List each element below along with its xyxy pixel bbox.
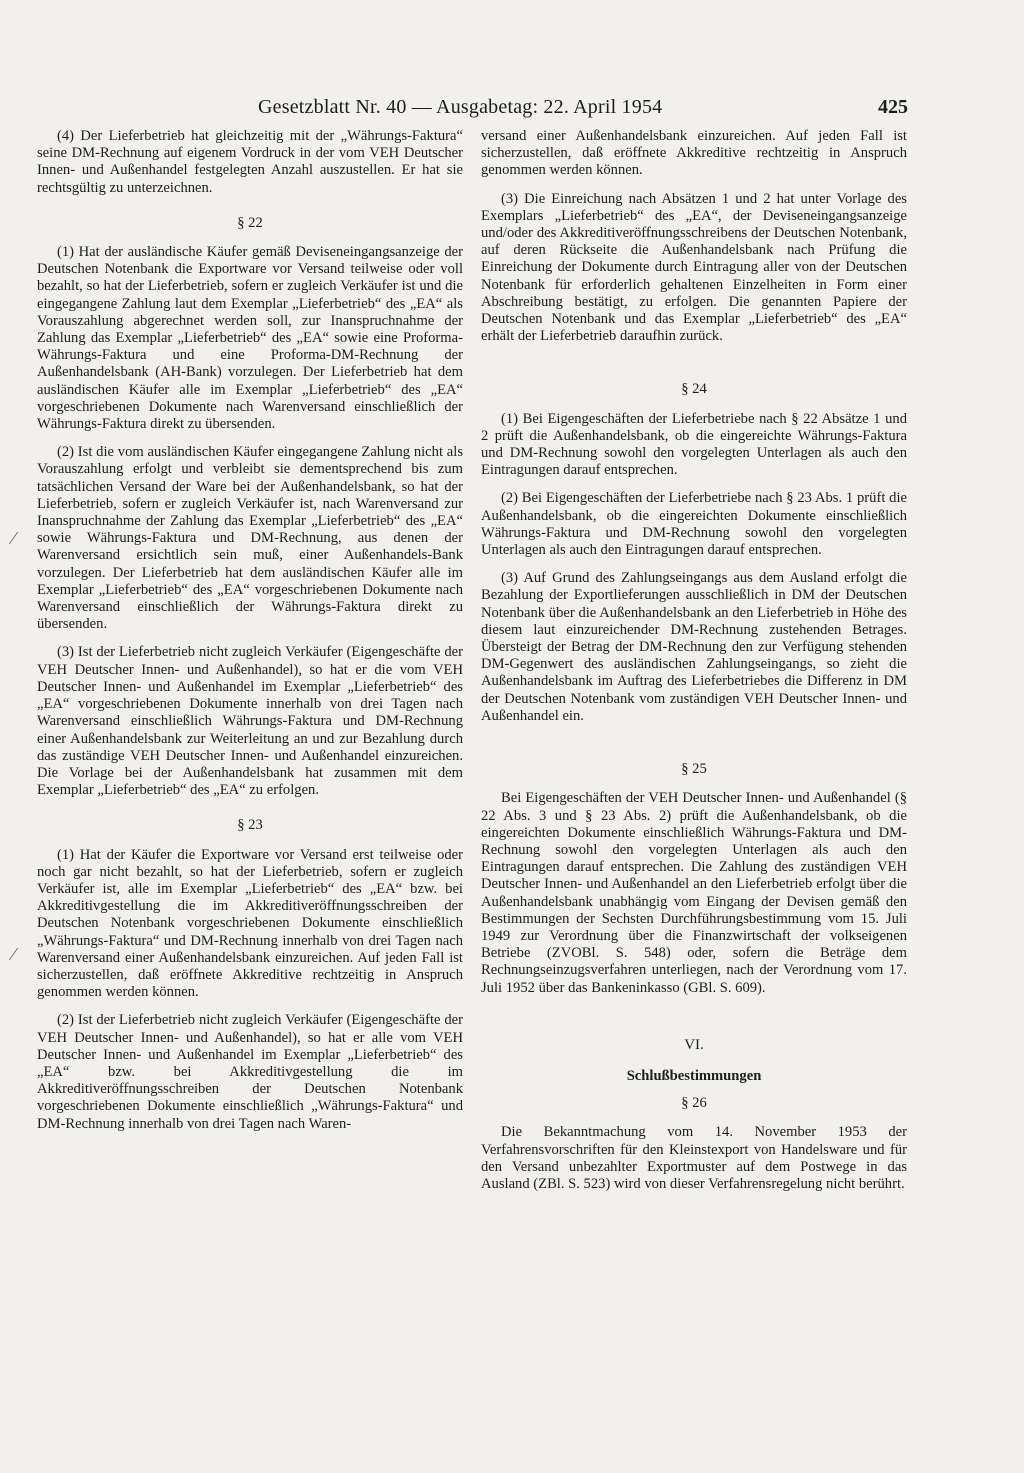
paragraph-24-2: (2) Bei Eigengeschäften der Lieferbetriebe nach § 23 Abs. 1 prüft die Außenhandelsbank, ob die eingereichten Dokumente einschließlich Währungs-Faktura und DM-Rechnung sowohl den vorgelegten Unterlagen als auch den Eintragungen darauf entsprechen. — [481, 490, 907, 559]
part-heading: Schlußbestimmungen — [626, 1067, 762, 1084]
paragraph-22-1: (1) Hat der ausländische Käufer gemäß Deviseneingangsanzeige der Deutschen Notenbank die Exportware vor Versand teilweise oder voll bezahlt, so hat der Lieferbetrieb, sofern er zugleich Verkäufer ist und die eingegangene Zahlung laut dem Exemplar „Lieferbetrieb“ des „EA“ als Vorauszahlung abgerechnet werden soll, zur Inanspruchnahme der Zahlung das Exemplar „Lieferbetrieb“ des „EA“ sowie eine Proforma-Währungs-Faktura und eine Proforma-DM-Rechnung der Außenhandelsbank (AH-Bank) vorzulegen. Der Lieferbetrieb hat dem ausländischen Käufer alle im Exemplar „Lieferbetrieb“ des „EA“ vorgeschriebenen Dokumente nach Warenversand einschließlich der Währungs-Faktura direkt zu übersenden. — [37, 244, 463, 433]
paragraph-22-2: (2) Ist die vom ausländischen Käufer eingegangene Zahlung nicht als Vorauszahlung erfolgt und verbleibt sie dementsprechend bis zum tatsächlichen Versand der Ware bei der Außenhandelsbank, so hat der Lieferbetrieb, sofern er zugleich Verkäufer ist, nach Warenversand zur Inanspruchnahme der Zahlung das Exemplar „Lieferbetrieb“ des „EA“ sowie Währungs-Faktura und DM-Rechnung, aus denen der Warenversand ersichtlich sein muß, einer Außenhandels-Bank vorzulegen. Der Lieferbetrieb hat dem ausländischen Käufer alle im Exemplar „Lieferbetrieb“ des „EA“ vorgeschriebenen Dokumente nach Warenversand einschließlich der Währungs-Faktura direkt zu übersenden. — [37, 444, 463, 633]
paragraph-24-3: (3) Auf Grund des Zahlungseingangs aus dem Ausland erfolgt die Bezahlung der Exportlieferungen ausschließlich in DM der Deutschen Notenbank über die Außenhandelsbank an den Lieferbetrieb in Höhe des diesem laut einzureichender DM-Rechnung zustehenden Betrages. Übersteigt der Betrag der DM-Rechnung den zur Verfügung stehenden DM-Gegenwert des ausländischen Zahlungseingangs, so zieht die Außenhandelsbank im Auftrag des Lieferbetriebes die Differenz in DM der Deutschen Notenbank vom zuständigen VEH Deutscher Innen- und Außenhandel ein. — [481, 570, 907, 724]
paragraph-21-4: (4) Der Lieferbetrieb hat gleichzeitig mit der „Währungs-Faktura“ seine DM-Rechnung auf eigenem Vordruck in der vom VEH Deutscher Innen- und Außenhandel festgelegten Anzahl auszustellen. Er hat sie rechtsgültig zu unterzeichnen. — [37, 128, 463, 196]
left-column — [37, 128, 463, 1144]
part-number: VI. — [684, 1036, 704, 1053]
paragraph-23-3: (3) Die Einreichung nach Absätzen 1 und 2 hat unter Vorlage des Exemplars „Lieferbetrieb“ des „EA“, der Deviseneingangsanzeige und/oder des Akkreditiveröffnungsschreibens der Deutschen Notenbank, auf deren Rückseite die Außenhandelsbank nach Prüfung die Einreichung der Dokumente durch Eintragung aller von der Deutschen Notenbank für erforderlich gehaltenen Einzelheiten in Form einer Abschreibung bestätigt, zu erfolgen. Die genannten Papiere der Deutschen Notenbank und das Exemplar „Lieferbetrieb“ des „EA“ erhält der Lieferbetrieb daraufhin zurück. — [481, 190, 907, 345]
paragraph-23-1: (1) Hat der Käufer die Exportware vor Versand erst teilweise oder noch gar nicht bezahlt, so hat der Lieferbetrieb, sofern er zugleich Verkäufer ist, alle im Exemplar „Lieferbetrieb“ des „EA“ bzw. bei Akkreditivgestellung die im Akkreditiveröffnungsschreiben der Deutschen Notenbank vorgeschriebenen Dokumente einschließlich „Währungs-Faktura“ und DM-Rechnung innerhalb von drei Tagen nach Warenversand einer Außenhandelsbank einzureichen. Auf jeden Fall ist sicherzustellen, daß eröffnete Akkreditive rechtzeitig in Anspruch genommen werden können. — [37, 846, 463, 1001]
section-25-heading: § 25 — [681, 761, 707, 778]
section-23-heading: § 23 — [237, 817, 263, 834]
page-header — [258, 90, 908, 130]
paragraph-22-3: (3) Ist der Lieferbetrieb nicht zugleich Verkäufer (Eigengeschäfte der VEH Deutscher Innen- und Außenhandel), so hat er die vom VEH Deutscher Innen- und Außenhandel im Exemplar „Lieferbetrieb“ des „EA“ vorgeschriebenen Dokumente innerhalb von drei Tagen nach Warenversand einschließlich Währungs-Faktura und DM-Rechnung einer Außenhandelsbank zur Weiterleitung an und zur Bezahlung durch das zuständige VEH Deutscher Innen- und Außenhandel einzureichen. Die Vorlage bei der Außenhandelsbank hat zusammen mit dem Exemplar „Lieferbetrieb“ des „EA“ zu erfolgen. — [37, 644, 463, 799]
section-22-heading: § 22 — [237, 214, 263, 231]
gazette-title: Gesetzblatt Nr. 40 — Ausgabetag: 22. April 1954 — [258, 96, 663, 118]
paragraph-24-1: (1) Bei Eigengeschäften der Lieferbetriebe nach § 22 Absätze 1 und 2 prüft die Außenhandelsbank, ob die eingereichte Währungs-Faktura und DM-Rechnung sowohl den vorgelegten Unterlagen als auch den Eintragungen darauf entsprechen. — [481, 410, 907, 479]
paragraph-25: Bei Eigengeschäften der VEH Deutscher Innen- und Außenhandel (§ 22 Abs. 3 und § 23 Abs. 2) prüft die Außenhandelsbank, ob die eingereichten Dokumente einschließlich Währungs-Faktura und DM-Rechnung sowohl den vorgelegten Unterlagen als auch den Eintragungen darauf entsprechen. Die Zahlung des zuständigen VEH Deutscher Innen- und Außenhandel an den Lieferbetrieb erfolgt über die Außenhandelsbank unabhängig vom Eingang der Devisen gemäß den Bestimmungen der Sechsten Durchführungsbestimmung vom 15. Juli 1949 zur Verordnung über die Finanzwirtschaft der volkseigenen Betriebe (ZVOBl. S. 548) oder, sofern die Beträge dem Rechnungseinzugsverfahren unterliegen, nach der Verordnung vom 17. Juli 1952 über das Bankeninkasso (GBl. S. 609). — [481, 790, 907, 996]
page-number: 425 — [878, 96, 908, 118]
paragraph-26: Die Bekanntmachung vom 14. November 1953 der Verfahrensvorschriften für den Kleinstexport von Handelsware und für den Versand unbezahlter Exportmuster auf dem Postwege in das Ausland (ZBl. S. 523) wird von dieser Verfahrensregelung nicht berührt. — [481, 1124, 907, 1192]
margin-mark-icon: ⁄ — [12, 944, 16, 964]
margin-mark-icon: ⁄ — [12, 528, 16, 548]
paragraph-23-2-continued: versand einer Außenhandelsbank einzureichen. Auf jeden Fall ist sicherzustellen, daß eröffnete Akkreditive rechtzeitig in Anspruch genommen werden können. — [481, 128, 907, 179]
section-24-heading: § 24 — [681, 381, 707, 398]
section-26-heading: § 26 — [681, 1095, 707, 1112]
right-column — [481, 128, 907, 1204]
paragraph-23-2: (2) Ist der Lieferbetrieb nicht zugleich Verkäufer (Eigengeschäfte der VEH Deutscher Innen- und Außenhandel), so hat er alle vom VEH Deutscher Innen- und Außenhandel im Exemplar „Lieferbetrieb“ des „EA“ bzw. bei Akkreditivgestellung die im Akkreditiveröffnungsschreiben der Deutschen Notenbank vorgeschriebenen Dokumente einschließlich „Währungs-Faktura“ und DM-Rechnung innerhalb von drei Tagen nach Waren- — [37, 1012, 463, 1132]
